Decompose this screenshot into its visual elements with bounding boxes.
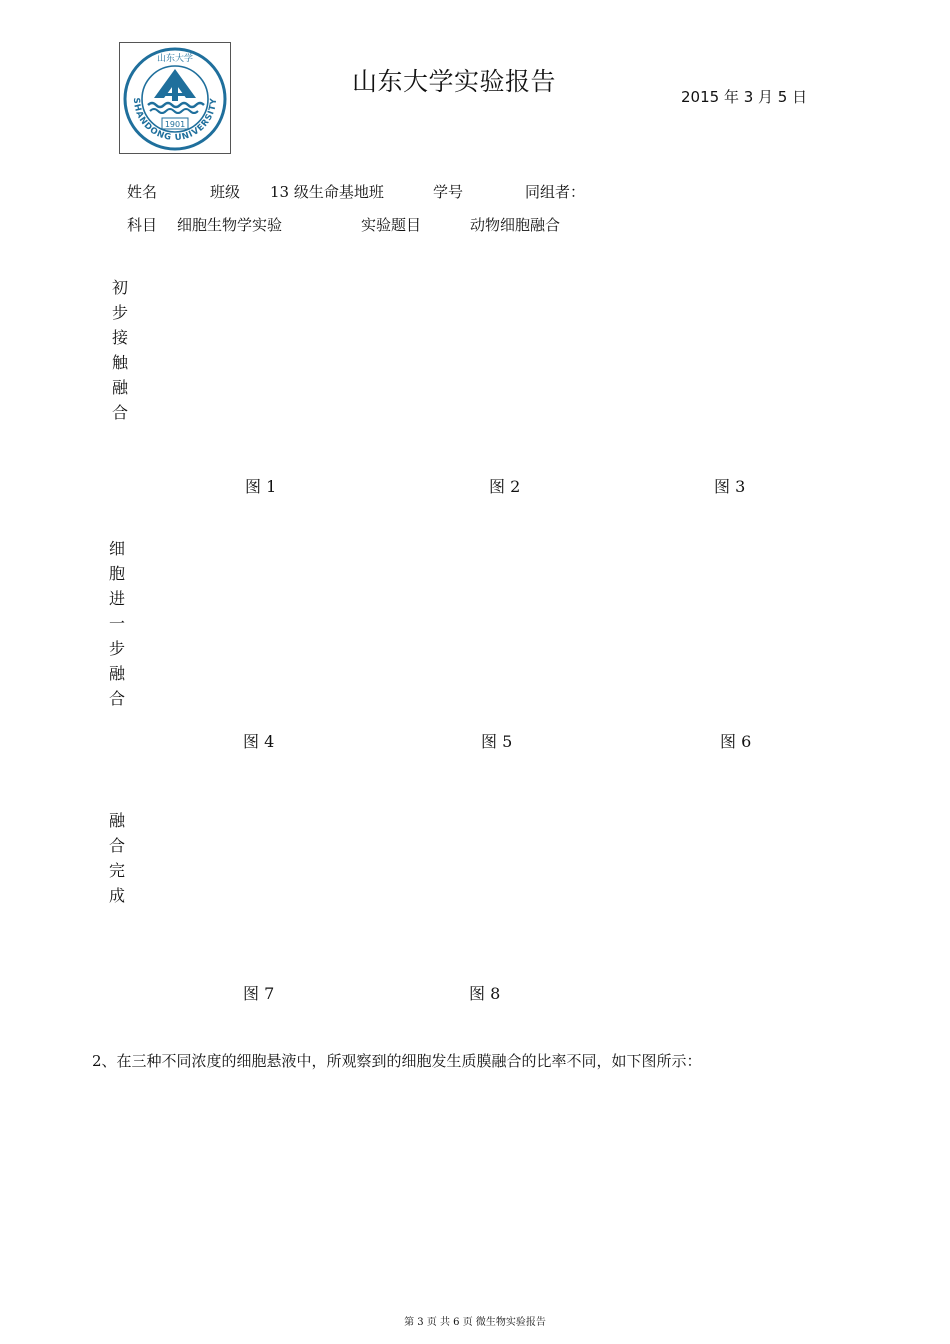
name-label: 姓名 [127,183,158,201]
report-title: 山东大学实验报告 [352,67,557,96]
figure-caption-3: 图 3 [714,477,746,496]
page-footer: 第 3 页 共 6 页 微生物实验报告 [404,1317,546,1328]
topic-value: 动物细胞融合 [470,216,561,234]
section-label-initial-contact: 初步接触融合 [111,278,128,422]
subject-label: 科目 [127,216,158,234]
figure-caption-7: 图 7 [243,984,275,1003]
student-id-label: 学号 [433,183,464,201]
figure-caption-2: 图 2 [489,477,521,496]
logo-year: 1901 [164,120,186,129]
section-label-further-fusion: 细胞进一步融合 [108,539,125,708]
question-2-text: 2、在三种不同浓度的细胞悬液中，所观察到的细胞发生质膜融合的比率不同，如下图所示： [92,1052,702,1070]
class-value: 13 级生命基地班 [270,183,384,201]
class-label: 班级 [210,183,241,201]
logo-top-text: 山东大学 [156,54,194,64]
figure-caption-1: 图 1 [245,477,277,496]
university-seal-icon [120,43,230,153]
subject-value: 细胞生物学实验 [177,216,283,234]
topic-label: 实验题目 [361,216,422,234]
figure-caption-4: 图 4 [243,732,275,751]
figure-caption-8: 图 8 [469,984,501,1003]
report-date: 2015 年 3 月 5 日 [681,88,808,106]
figure-caption-6: 图 6 [720,732,752,751]
section-label-fusion-complete: 融合完成 [108,811,125,905]
university-logo [119,42,231,154]
logo-bottom-text: SHANDONG UNIVERSITY [130,97,220,144]
figure-caption-5: 图 5 [481,732,513,751]
group-members-label: 同组者： [525,183,586,201]
